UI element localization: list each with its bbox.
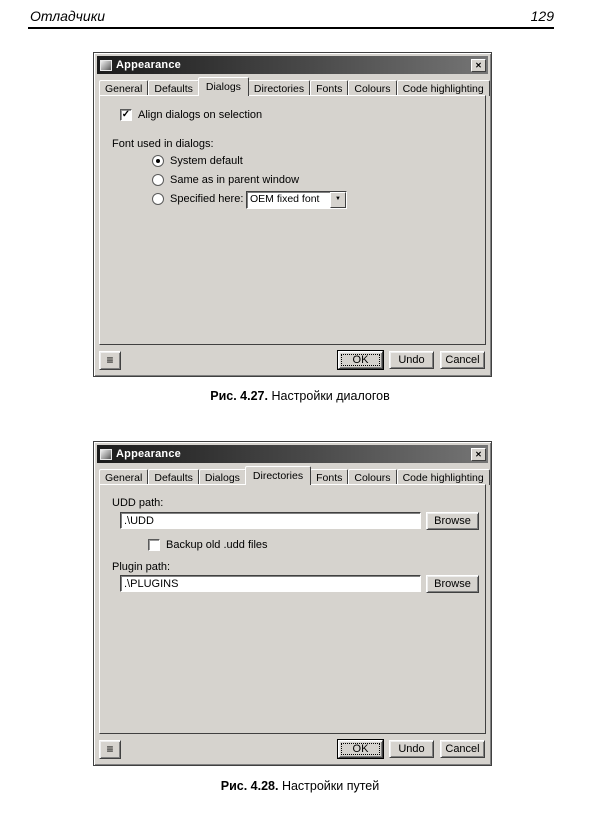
appearance-app-icon — [100, 449, 112, 460]
align-dialogs-checkbox-label: Align dialogs on selection — [138, 109, 263, 121]
radio-same-as-parent-label: Same as in parent window — [170, 174, 300, 186]
figure-caption-label: Рис. 4.28. — [220, 779, 279, 793]
log-window-button[interactable] — [99, 351, 121, 370]
menu-lines-icon: ≡ — [106, 353, 114, 367]
dialogs-tab-panel — [99, 95, 486, 345]
font-select-dropdown[interactable] — [246, 191, 347, 209]
backup-udd-checkbox[interactable] — [148, 539, 160, 551]
tab-dialogs[interactable]: Dialogs — [199, 469, 246, 485]
tab-defaults[interactable]: Defaults — [148, 469, 199, 485]
radio-specified-here-label: Specified here: — [170, 193, 244, 205]
directories-tab-panel — [99, 484, 486, 734]
radio-specified-here[interactable] — [152, 193, 164, 205]
close-icon: ✕ — [475, 449, 482, 459]
figure-caption-4-27 — [0, 389, 600, 403]
dialog-button-row — [99, 739, 485, 759]
figure-caption-4-28 — [0, 779, 600, 793]
check-icon: ✓ — [121, 109, 131, 120]
tab-strip — [99, 466, 490, 485]
udd-path-input[interactable] — [120, 512, 421, 529]
radio-dot — [156, 159, 160, 163]
tab-general[interactable]: General — [99, 80, 148, 96]
backup-checkbox-row[interactable] — [148, 539, 268, 551]
chevron-down-icon[interactable]: ▼ — [330, 192, 346, 208]
page-header-title: Отладчики — [30, 8, 106, 24]
radio-system-default-label: System default — [170, 155, 243, 167]
appearance-dialog-directories — [93, 441, 492, 766]
close-button[interactable] — [471, 59, 486, 72]
tab-directories[interactable]: Directories — [245, 466, 311, 485]
tab-defaults[interactable]: Defaults — [148, 80, 199, 96]
appearance-app-icon — [100, 60, 112, 71]
undo-button[interactable]: Undo — [389, 740, 434, 758]
window-title: Appearance — [116, 59, 181, 71]
window-title: Appearance — [116, 448, 181, 460]
radio-same-as-parent[interactable] — [152, 174, 164, 186]
page-number: 129 — [530, 8, 554, 24]
plugin-path-input[interactable] — [120, 575, 421, 592]
ok-button[interactable]: OK — [338, 351, 383, 369]
radio-same-as-parent-row[interactable] — [152, 174, 299, 186]
cancel-button[interactable]: Cancel — [440, 740, 485, 758]
tab-directories[interactable]: Directories — [248, 80, 310, 96]
font-group-label: Font used in dialogs: — [112, 138, 214, 150]
tab-code-highlighting[interactable]: Code highlighting — [397, 80, 490, 96]
tab-colours[interactable]: Colours — [348, 469, 396, 485]
align-dialogs-checkbox[interactable] — [120, 109, 132, 121]
titlebar[interactable] — [97, 445, 488, 463]
figure-caption-label: Рис. 4.27. — [210, 389, 268, 403]
header-rule — [28, 27, 554, 29]
ok-button[interactable]: OK — [338, 740, 383, 758]
dialog-button-row — [99, 350, 485, 370]
radio-specified-here-row[interactable] — [152, 193, 243, 205]
tab-code-highlighting[interactable]: Code highlighting — [397, 469, 490, 485]
udd-browse-button[interactable]: Browse — [426, 512, 479, 530]
backup-udd-checkbox-label: Backup old .udd files — [166, 539, 268, 551]
close-icon: ✕ — [475, 60, 482, 70]
tab-strip — [99, 77, 490, 96]
font-select-value: OEM fixed font — [250, 193, 320, 205]
cancel-button[interactable]: Cancel — [440, 351, 485, 369]
menu-lines-icon: ≡ — [106, 742, 114, 756]
tab-general[interactable]: General — [99, 469, 148, 485]
plugin-path-label: Plugin path: — [112, 561, 171, 573]
tab-fonts[interactable]: Fonts — [310, 80, 348, 96]
udd-path-label: UDD path: — [112, 497, 164, 509]
log-window-button[interactable] — [99, 740, 121, 759]
tab-dialogs[interactable]: Dialogs — [198, 77, 249, 96]
appearance-dialog-dialogs — [93, 52, 492, 377]
undo-button[interactable]: Undo — [389, 351, 434, 369]
align-dialogs-checkbox-row[interactable] — [120, 109, 262, 121]
figure-caption-text: Настройки путей — [278, 779, 380, 793]
tab-colours[interactable]: Colours — [348, 80, 396, 96]
plugin-browse-button[interactable]: Browse — [426, 575, 479, 593]
radio-system-default-row[interactable] — [152, 155, 243, 167]
figure-caption-text: Настройки диалогов — [268, 389, 390, 403]
titlebar[interactable] — [97, 56, 488, 74]
radio-system-default[interactable] — [152, 155, 164, 167]
tab-fonts[interactable]: Fonts — [310, 469, 348, 485]
close-button[interactable] — [471, 448, 486, 461]
